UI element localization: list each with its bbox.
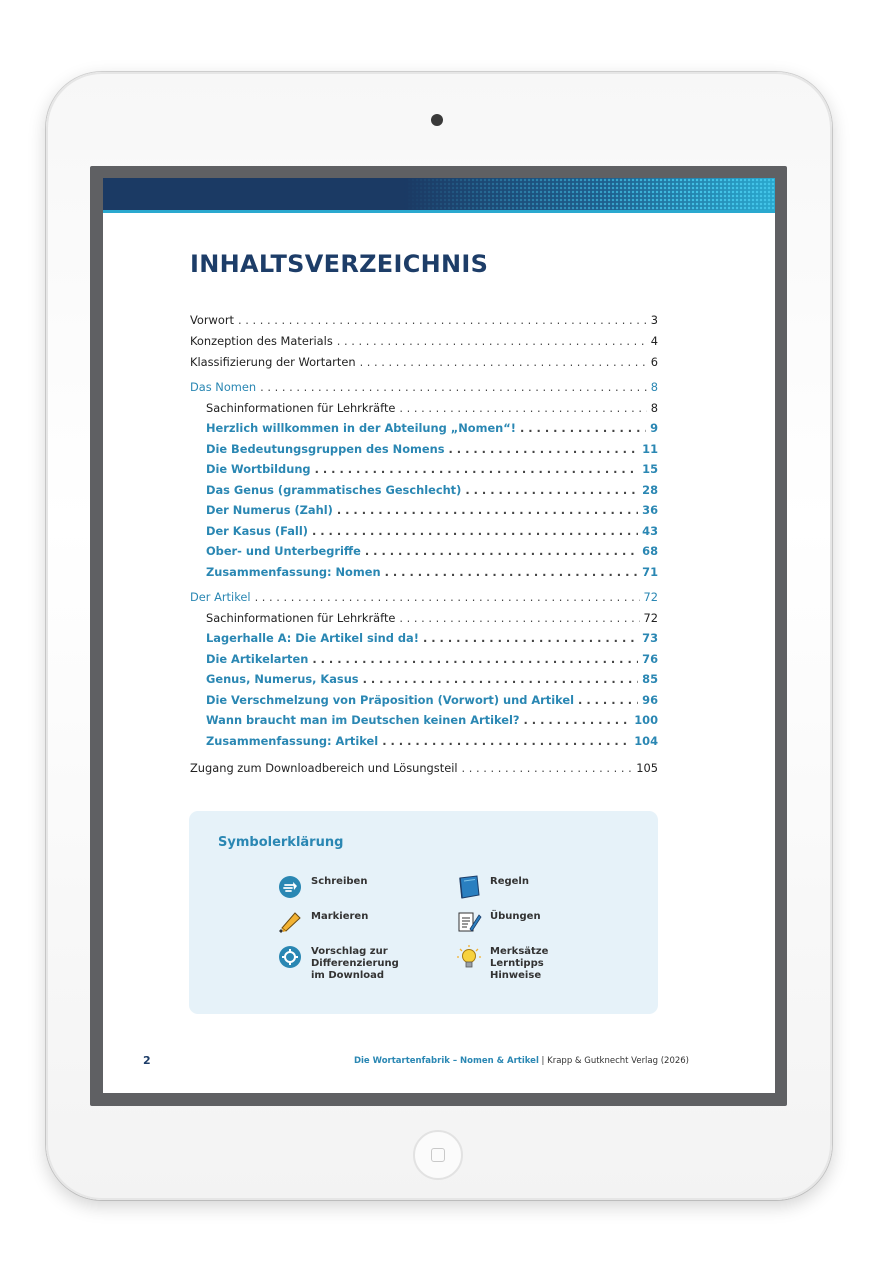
toc-entry-page: 72 <box>643 590 658 604</box>
toc-entry-title: Die Artikelarten <box>206 652 309 666</box>
toc-entry-title: Der Artikel <box>190 590 251 604</box>
toc-entry-title: Die Bedeutungsgruppen des Nomens <box>206 442 445 456</box>
legend-label: Schreiben <box>311 876 368 887</box>
legend-label: Vorschlag zur Differenzierung im Download <box>311 946 399 981</box>
footer-publisher: Krapp & Gutknecht Verlag (2026) <box>547 1056 689 1066</box>
legend-item-merksaetze <box>456 944 548 982</box>
toc-entry[interactable] <box>206 399 658 417</box>
page-number: 2 <box>143 1054 151 1067</box>
toc-leader-dots <box>312 650 638 668</box>
legend-item-regeln <box>456 874 529 900</box>
toc-leader-dots <box>365 542 638 560</box>
legend-label: Übungen <box>490 911 541 922</box>
toc-entry-page: 85 <box>642 672 658 686</box>
toc-leader-dots <box>524 711 631 729</box>
toc-entry-page: 73 <box>642 631 658 645</box>
camera <box>431 114 443 126</box>
toc-leader-dots <box>337 332 647 350</box>
toc-entry-page: 15 <box>642 462 658 476</box>
toc-entry[interactable] <box>206 711 658 729</box>
toc-entry[interactable] <box>190 588 658 606</box>
toc-entry-title: Sachinformationen für Lehrkräfte <box>206 401 396 415</box>
toc-entry-page: 43 <box>642 524 658 538</box>
toc-entry-page: 71 <box>642 565 658 579</box>
document-page <box>103 178 775 1093</box>
legend-item-schreiben <box>277 874 367 900</box>
header-halftone <box>403 178 775 210</box>
legend-label: Markieren <box>311 911 369 922</box>
toc-leader-dots <box>382 732 630 750</box>
footer-series-title: Die Wortartenfabrik – Nomen & Artikel <box>353 1056 539 1066</box>
toc-entry-page: 3 <box>650 313 658 327</box>
toc-leader-dots <box>449 440 639 458</box>
toc-entry[interactable] <box>206 522 658 540</box>
toc-leader-dots <box>520 419 646 437</box>
toc-entry-page: 6 <box>650 355 658 369</box>
toc-entry[interactable] <box>206 460 658 478</box>
toc-entry-title: Vorwort <box>190 313 234 327</box>
toc-entry-title: Das Genus (grammatisches Geschlecht) <box>206 483 462 497</box>
toc-entry[interactable] <box>190 353 658 371</box>
lightbulb-icon <box>456 944 482 970</box>
toc-entry-page: 8 <box>650 380 658 394</box>
toc-entry-page: 76 <box>642 652 658 666</box>
toc-entry-page: 9 <box>650 421 658 435</box>
toc-entry[interactable] <box>206 419 658 437</box>
toc-entry[interactable] <box>206 542 658 560</box>
toc-entry-page: 28 <box>642 483 658 497</box>
book-icon <box>456 874 482 900</box>
toc-leader-dots <box>399 399 646 417</box>
toc-entry[interactable] <box>206 563 658 581</box>
legend-item-differenzierung <box>277 944 399 982</box>
toc-entry[interactable] <box>206 732 658 750</box>
toc-leader-dots <box>462 759 633 777</box>
toc-leader-dots <box>399 609 639 627</box>
toc-entry-page: 100 <box>634 713 658 727</box>
toc-entry[interactable] <box>206 670 658 688</box>
toc-entry-title: Klassifizierung der Wortarten <box>190 355 356 369</box>
legend-item-markieren <box>277 909 368 935</box>
toc-leader-dots <box>337 501 638 519</box>
toc-entry-page: 36 <box>642 503 658 517</box>
toc-leader-dots <box>423 629 638 647</box>
toc-entry-title: Die Verschmelzung von Präposition (Vorwort) und Artikel <box>206 693 575 707</box>
toc-entry[interactable] <box>206 501 658 519</box>
toc-entry[interactable] <box>206 650 658 668</box>
toc-entry-title: Genus, Numerus, Kasus <box>206 672 359 686</box>
toc-entry-page: 104 <box>634 734 658 748</box>
toc-entry-title: Die Wortbildung <box>206 462 311 476</box>
toc-entry[interactable] <box>206 609 658 627</box>
toc-entry[interactable] <box>206 481 658 499</box>
page-title: INHALTSVERZEICHNIS <box>190 250 489 278</box>
toc-leader-dots <box>260 378 647 396</box>
toc-entry[interactable] <box>190 759 658 777</box>
toc-leader-dots <box>465 481 638 499</box>
toc-entry-page: 4 <box>650 334 658 348</box>
home-button[interactable] <box>413 1130 463 1180</box>
toc-entry-title: Ober- und Unterbegriffe <box>206 544 361 558</box>
toc-entry[interactable] <box>190 332 658 350</box>
legend-title: Symbolerklärung <box>218 835 344 850</box>
toc-leader-dots <box>238 311 647 329</box>
toc-entry[interactable] <box>190 378 658 396</box>
symbol-legend <box>189 811 658 1014</box>
toc-entry-title: Herzlich willkommen in der Abteilung „Nomen“! <box>206 421 516 435</box>
toc-entry-title: Der Numerus (Zahl) <box>206 503 333 517</box>
toc-leader-dots <box>315 460 639 478</box>
header-line <box>103 210 775 213</box>
toc-leader-dots <box>578 691 638 709</box>
footer-credit <box>354 1056 689 1066</box>
toc-entry-page: 11 <box>642 442 658 456</box>
toc-entry-page: 72 <box>643 611 658 625</box>
toc-entry-page: 68 <box>642 544 658 558</box>
legend-item-uebungen <box>456 909 541 935</box>
toc-entry-title: Lagerhalle A: Die Artikel sind da! <box>206 631 419 645</box>
toc-entry-page: 8 <box>650 401 658 415</box>
toc-entry[interactable] <box>206 629 658 647</box>
toc-leader-dots <box>385 563 639 581</box>
toc-entry-title: Zusammenfassung: Artikel <box>206 734 379 748</box>
toc-entry[interactable] <box>206 691 658 709</box>
highlighter-icon <box>277 909 303 935</box>
writing-hand-icon <box>277 874 303 900</box>
toc-leader-dots <box>360 353 647 371</box>
toc-entry-title: Zugang zum Downloadbereich und Lösungsteil <box>190 761 458 775</box>
download-gear-icon <box>277 944 303 970</box>
toc-entry[interactable] <box>206 440 658 458</box>
toc-entry-title: Konzeption des Materials <box>190 334 333 348</box>
toc-leader-dots <box>255 588 640 606</box>
footer-separator: | <box>538 1056 548 1066</box>
toc-entry-page: 96 <box>642 693 658 707</box>
toc-leader-dots <box>312 522 638 540</box>
legend-label: Regeln <box>490 876 529 887</box>
worksheet-pencil-icon <box>456 909 482 935</box>
toc-entry-title: Das Nomen <box>190 380 257 394</box>
toc-entry-page: 105 <box>636 761 658 775</box>
toc-entry-title: Sachinformationen für Lehrkräfte <box>206 611 396 625</box>
legend-label: Merksätze Lerntipps Hinweise <box>490 946 549 981</box>
toc-entry[interactable] <box>190 311 658 329</box>
toc-entry-title: Zusammenfassung: Nomen <box>206 565 381 579</box>
toc-entry-title: Wann braucht man im Deutschen keinen Artikel? <box>206 713 520 727</box>
toc-leader-dots <box>363 670 639 688</box>
toc-entry-title: Der Kasus (Fall) <box>206 524 308 538</box>
